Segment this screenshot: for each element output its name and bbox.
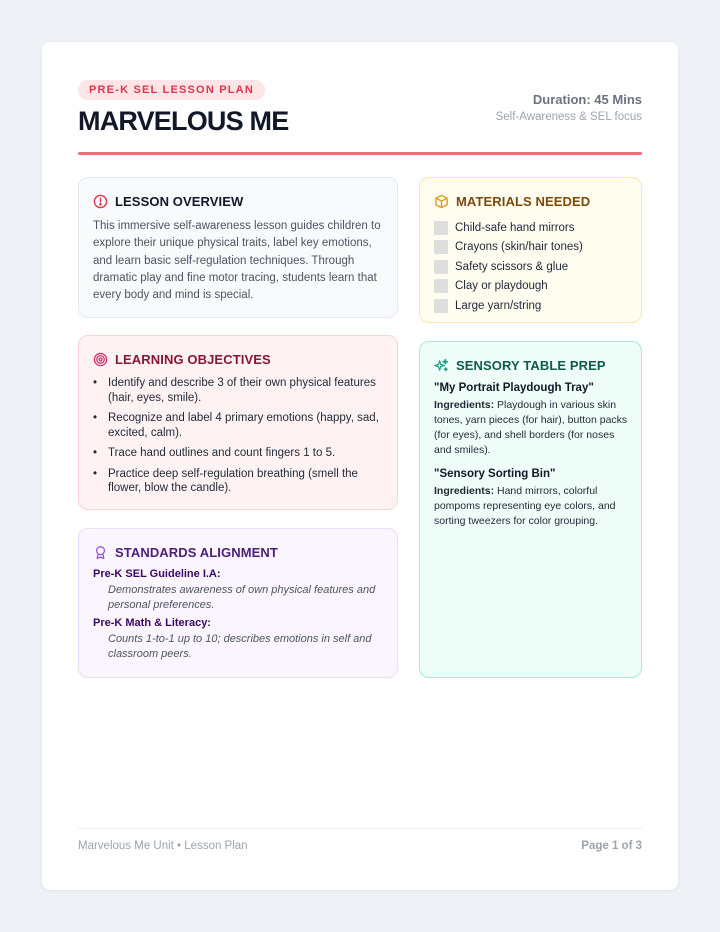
materials-list xyxy=(434,218,583,316)
focus-subtitle: Self-Awareness & SEL focus xyxy=(495,111,642,123)
header xyxy=(78,80,642,156)
lesson-overview-card xyxy=(78,177,398,318)
footer-unit-text: Marvelous Me Unit • Lesson Plan xyxy=(78,840,248,852)
box-icon xyxy=(434,194,449,209)
objective-text: Trace hand outlines and count fingers 1 to 5. xyxy=(108,447,336,459)
materials-needed-card xyxy=(419,177,642,323)
material-label: Safety scissors & glue xyxy=(455,260,569,273)
objective-item xyxy=(93,376,385,405)
sensory-table-prep-title: SENSORY TABLE PREP xyxy=(456,358,606,373)
target-icon xyxy=(93,352,108,367)
material-item[interactable] xyxy=(434,296,583,316)
ingredients-text: Playdough in various skin tones, yarn pieces (for hair), button packs (for eyes), and shell borders (for noses and smiles). xyxy=(434,399,628,456)
checkbox[interactable] xyxy=(434,260,448,274)
bullet: • xyxy=(93,467,98,480)
sensory-ingredients xyxy=(434,484,629,529)
material-item[interactable] xyxy=(434,238,583,258)
sensory-ingredients xyxy=(434,398,629,458)
learning-objectives-title: LEARNING OBJECTIVES xyxy=(115,352,271,367)
objective-text: Identify and describe 3 of their own physical features (hair, eyes, smile). xyxy=(108,377,376,404)
objective-item xyxy=(93,467,385,496)
material-label: Large yarn/string xyxy=(455,299,542,312)
lesson-plan-page xyxy=(42,42,678,890)
objective-text: Recognize and label 4 primary emotions (happy, sad, excited, calm). xyxy=(108,412,379,439)
standards-alignment-title: STANDARDS ALIGNMENT xyxy=(115,545,278,560)
lesson-tag-badge: PRE-K SEL LESSON PLAN xyxy=(78,80,265,100)
duration-text: Duration: 45 Mins xyxy=(532,92,642,107)
standard-item xyxy=(93,568,385,612)
ingredients-label: Ingredients: xyxy=(434,399,495,411)
standard-label: Pre-K SEL Guideline I.A: xyxy=(93,568,221,580)
standard-description: Demonstrates awareness of own physical features and personal preferences. xyxy=(108,584,376,611)
material-item[interactable] xyxy=(434,277,583,297)
info-circle-icon xyxy=(93,194,108,209)
material-label: Child-safe hand mirrors xyxy=(455,221,575,234)
material-item[interactable] xyxy=(434,257,583,277)
material-label: Crayons (skin/hair tones) xyxy=(455,241,583,254)
material-label: Clay or playdough xyxy=(455,280,548,293)
objective-item xyxy=(93,446,385,461)
lesson-overview-text: This immersive self-awareness lesson guides children to explore their unique physical traits, label key emotions, and learn basic self-regulation techniques. Through dramatic play and fine motor tracing, students learn that every body and mind is special. xyxy=(93,220,381,302)
material-item[interactable] xyxy=(434,218,583,238)
sensory-activity-title: "My Portrait Playdough Tray" xyxy=(434,382,594,394)
checkbox[interactable] xyxy=(434,279,448,293)
sparkles-icon xyxy=(434,358,449,373)
standard-label: Pre-K Math & Literacy: xyxy=(93,617,211,629)
sensory-table-prep-card xyxy=(419,341,642,678)
bullet: • xyxy=(93,412,98,424)
checkbox[interactable] xyxy=(434,240,448,254)
bullet: • xyxy=(93,377,98,389)
header-divider xyxy=(78,152,642,155)
checkbox[interactable] xyxy=(434,221,448,235)
footer-divider xyxy=(78,828,642,829)
ingredients-label: Ingredients: xyxy=(434,485,495,497)
materials-needed-title: MATERIALS NEEDED xyxy=(456,194,591,209)
page-title: MARVELOUS ME xyxy=(78,106,289,136)
sensory-activity xyxy=(434,382,629,458)
checkbox[interactable] xyxy=(434,299,448,313)
bullet: • xyxy=(93,447,98,459)
learning-objectives-card xyxy=(78,335,398,510)
objective-text: Practice deep self-regulation breathing (smell the flower, blow the candle). xyxy=(108,467,358,494)
objectives-list xyxy=(93,376,385,502)
page-number: Page 1 of 3 xyxy=(581,840,642,852)
standards-alignment-card xyxy=(78,528,398,678)
standard-description: Counts 1-to-1 up to 10; describes emotions in self and classroom peers. xyxy=(108,633,372,660)
sensory-activity-title: "Sensory Sorting Bin" xyxy=(434,468,556,480)
ingredients-text: Hand mirrors, colorful pompoms representing eye colors, and sorting tweezers for color grouping. xyxy=(434,485,616,527)
lesson-overview-title: LESSON OVERVIEW xyxy=(115,194,244,209)
standard-item xyxy=(93,617,385,661)
sensory-activity xyxy=(434,468,629,529)
award-ribbon-icon xyxy=(93,545,108,560)
objective-item xyxy=(93,411,385,440)
